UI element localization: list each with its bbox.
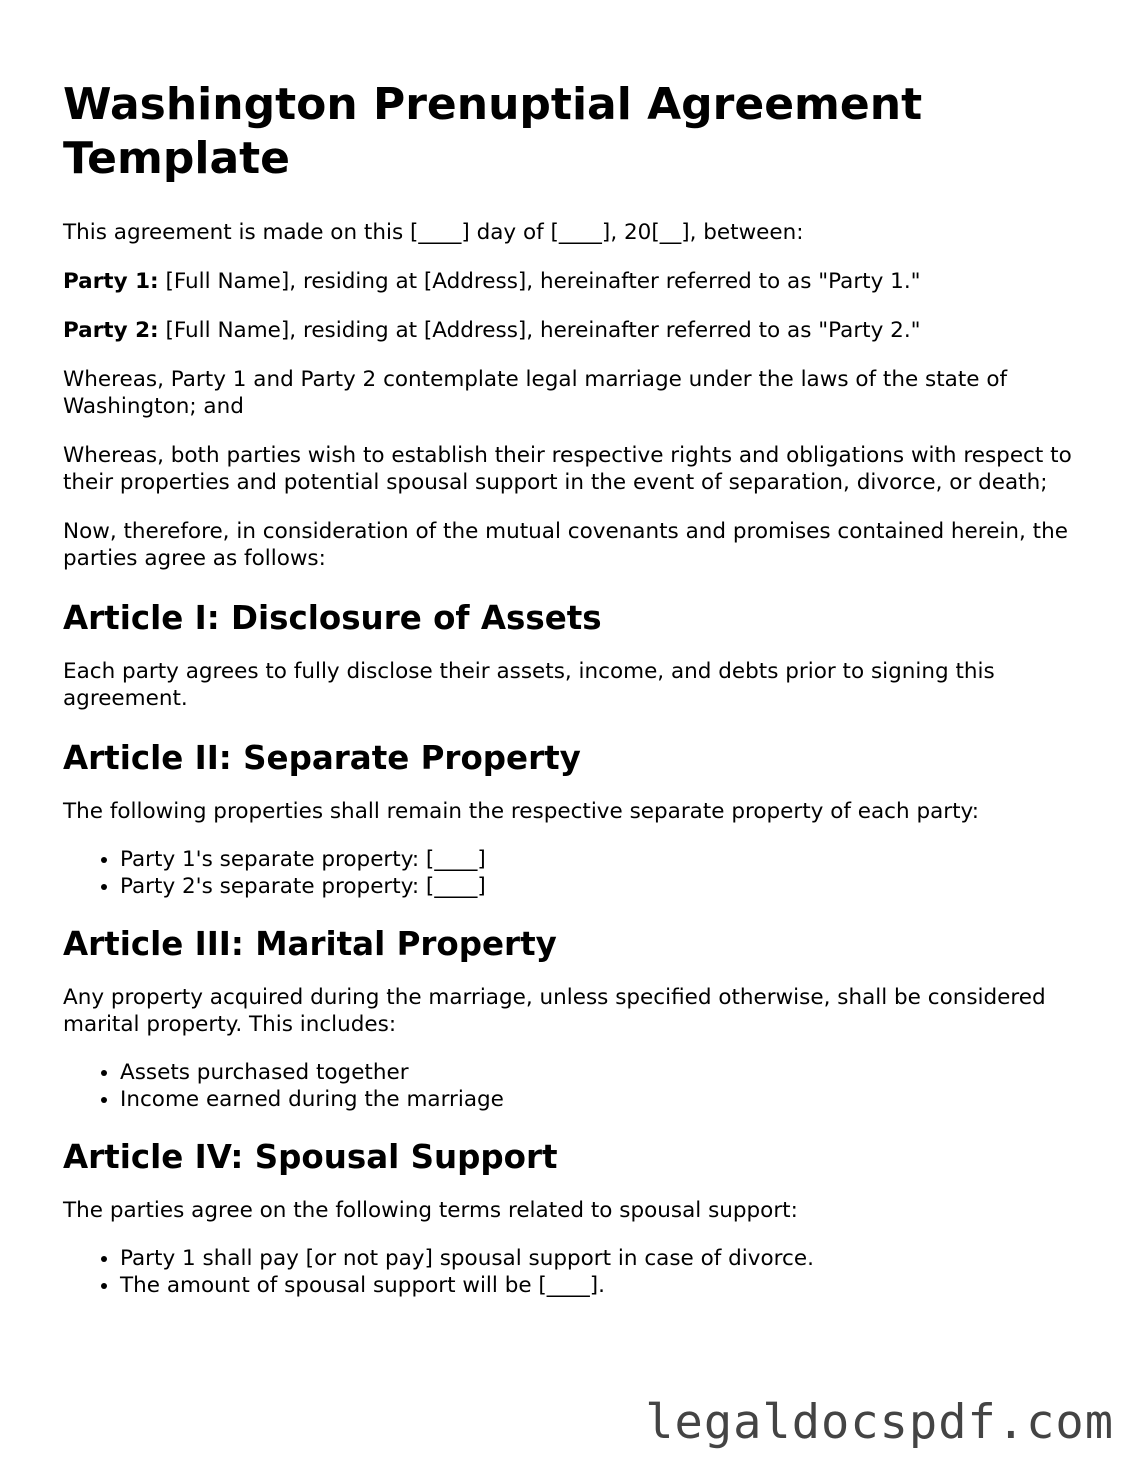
party1-label: Party 1: [63, 269, 159, 294]
article4-list [63, 1246, 1093, 1299]
now-therefore-paragraph: Now, therefore, in consideration of the mutual covenants and promises contained herein, the parties agree as follows: [63, 519, 1068, 571]
list-item: • Assets purchased together [120, 1060, 1093, 1087]
list-item: • Party 1 shall pay [or not pay] spousal support in case of divorce. [120, 1246, 1093, 1273]
article4-heading: Article IV: Spousal Support [63, 1138, 558, 1176]
watermark-text: legaldocspdf.com [645, 1395, 1114, 1450]
list-item: • Party 1's separate property: [____] [120, 847, 1093, 874]
whereas-paragraph-2: Whereas, both parties wish to establish their respective rights and obligations with respect to their properties and potential spousal support in the event of separation, divorce, or death; [63, 443, 1072, 495]
list-item: • Party 2's separate property: [____] [120, 874, 1093, 901]
article3-body: Any property acquired during the marriage, unless specified otherwise, shall be considered marital property. This includes: [63, 985, 1046, 1037]
list-item: • Income earned during the marriage [120, 1087, 1093, 1114]
whereas-paragraph-1: Whereas, Party 1 and Party 2 contemplate legal marriage under the laws of the state of Washington; and [63, 367, 1008, 419]
list-item: • The amount of spousal support will be [____]. [120, 1273, 1093, 1300]
article2-body: The following properties shall remain the respective separate property of each party: [63, 799, 979, 824]
party2-label: Party 2: [63, 318, 159, 343]
article1-heading: Article I: Disclosure of Assets [63, 599, 602, 637]
article2-list [63, 847, 1093, 900]
article4-body: The parties agree on the following terms related to spousal support: [63, 1198, 798, 1223]
article3-heading: Article III: Marital Property [63, 925, 557, 963]
intro-paragraph: This agreement is made on this [____] day of [____], 20[__], between: [63, 220, 804, 245]
article3-list [63, 1060, 1093, 1113]
article2-heading: Article II: Separate Property [63, 739, 581, 777]
document-page [63, 78, 1093, 1323]
party2-paragraph [63, 317, 1093, 344]
party1-paragraph [63, 268, 1093, 295]
document-title: Washington Prenuptial Agreement Template [63, 79, 923, 184]
party1-text: [Full Name], residing at [Address], hereinafter referred to as "Party 1." [158, 269, 921, 294]
party2-text: [Full Name], residing at [Address], hereinafter referred to as "Party 2." [158, 318, 921, 343]
article1-body: Each party agrees to fully disclose their assets, income, and debts prior to signing this agreement. [63, 659, 995, 711]
